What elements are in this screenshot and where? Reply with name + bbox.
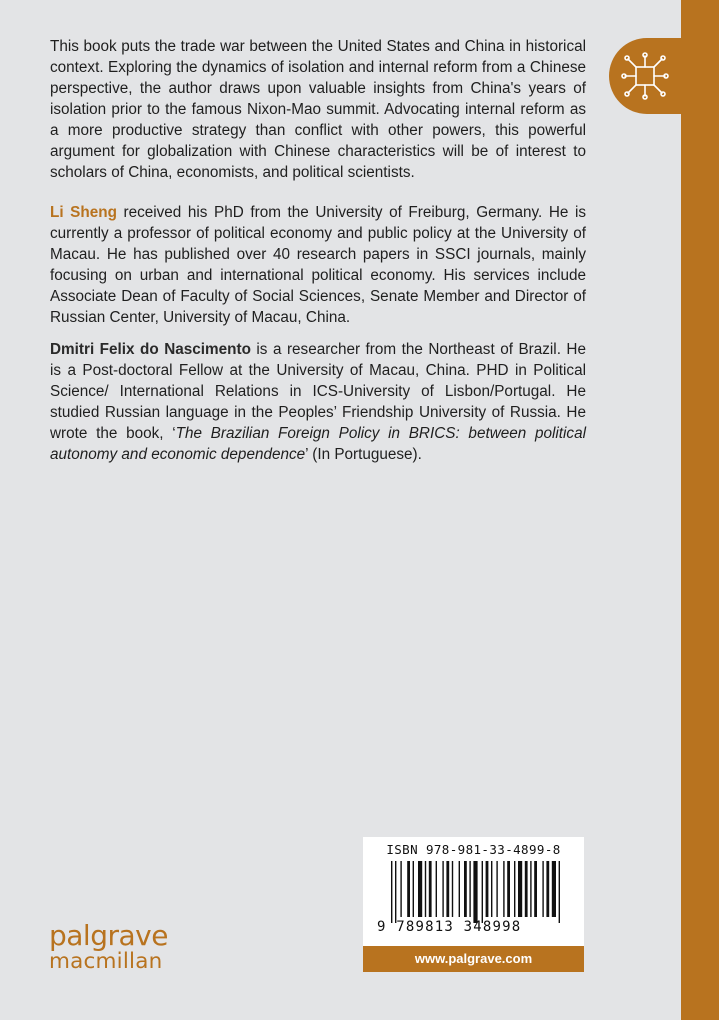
publisher-logo xyxy=(49,919,168,974)
palgrave-logo-tab xyxy=(609,38,681,114)
isbn-label: ISBN 978-981-33-4899-8 xyxy=(386,842,561,857)
palgrave-logo-icon xyxy=(621,51,669,101)
barcode-icon xyxy=(377,861,573,923)
publisher-name-line1: palgrave xyxy=(49,919,168,952)
author2-name: Dmitri Felix do Nascimento xyxy=(50,341,251,358)
back-cover-blurb xyxy=(50,36,586,484)
author1-paragraph xyxy=(50,202,586,328)
book-summary: This book puts the trade war between the United States and China in historical context. Exploring the dynamics of isolation and internal reform from a Chinese perspective, the author draws upon valuable insights from China's years of isolation prior to the famous Nixon-Mao summit. Advocating internal reform as a more productive strategy than conflict with other powers, this powerful argument for globalization with Chinese characteristics will be of interest to scholars of China, economists, and political scientists. xyxy=(50,38,586,181)
author2-paragraph xyxy=(50,339,586,465)
spine-band xyxy=(681,0,719,1020)
author2-bio-tail: ’ (In Portuguese). xyxy=(305,446,422,463)
publisher-name-line2: macmillan xyxy=(49,949,163,974)
barcode-box xyxy=(363,837,584,972)
publisher-url: www.palgrave.com xyxy=(363,946,584,972)
author1-name: Li Sheng xyxy=(50,204,117,221)
author1-bio: received his PhD from the University of Freiburg, Germany. He is currently a professor of political economy and public policy at the University of Macau. He has published over 40 research papers in SSCI journals, mainly focusing on urban and international political economy. His services include Associate Dean of Faculty of Social Sciences, Senate Member and Director of Russian Center, University of Macau, China. xyxy=(50,204,586,326)
author2-bio: is a researcher from the Northeast of Brazil. He is a Post-doctoral Fellow at the University of Macau, China. PHD in Political Science/ International Relations in ICS-University of Lisbon/Portugal. He studied Russian language in the Peoples’ Friendship University of Russia. He wrote the book, ‘ xyxy=(50,341,586,442)
barcode-digits: 9 789813 348998 xyxy=(377,919,522,935)
author2-book-title: The Brazilian Foreign Policy in BRICS: between political autonomy and economic dependence xyxy=(50,425,586,463)
